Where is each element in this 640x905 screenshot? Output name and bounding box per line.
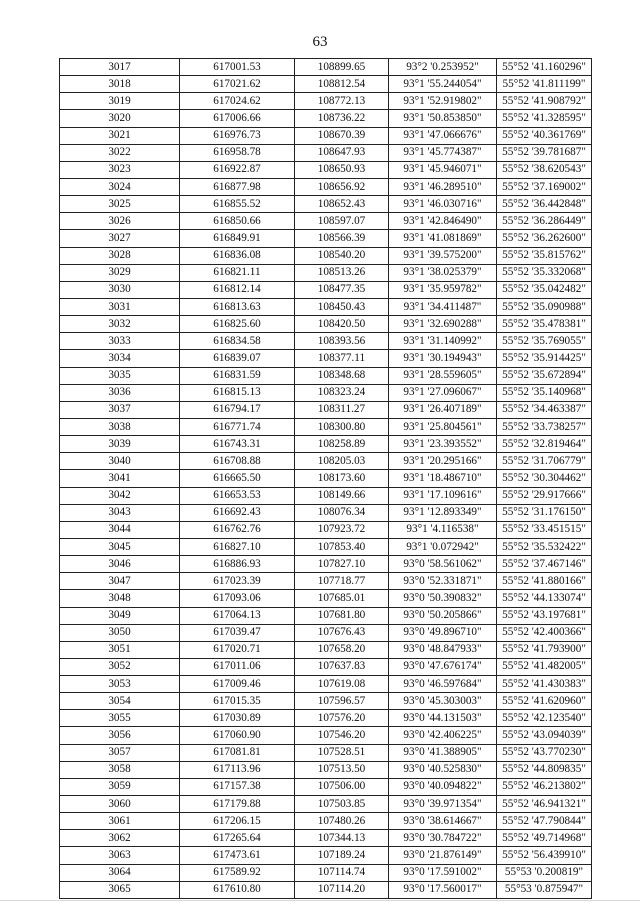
table-row [60,693,592,710]
table-row [60,487,592,504]
table-row [60,573,592,590]
point-number-cell: 3042 [60,487,180,504]
x-coordinate-cell: 617006.66 [180,110,295,127]
table-row [60,247,592,264]
longitude-cell: 93°0 '49.896710" [389,624,497,641]
x-coordinate-cell: 616850.66 [180,213,295,230]
point-number-cell: 3051 [60,641,180,658]
table-row [60,744,592,761]
latitude-cell: 55°52 '41.793900" [497,641,592,658]
point-number-cell: 3050 [60,624,180,641]
latitude-cell: 55°52 '46.213802" [497,778,592,795]
x-coordinate-cell: 617206.15 [180,813,295,830]
table-row [60,796,592,813]
longitude-cell: 93°1 '23.393552" [389,436,497,453]
y-coordinate-cell: 108772.13 [295,93,389,110]
point-number-cell: 3063 [60,847,180,864]
y-coordinate-cell: 108670.39 [295,127,389,144]
latitude-cell: 55°52 '37.169002" [497,178,592,195]
point-number-cell: 3034 [60,350,180,367]
x-coordinate-cell: 617081.81 [180,744,295,761]
longitude-cell: 93°0 '21.876149" [389,847,497,864]
x-coordinate-cell: 617610.80 [180,881,295,898]
longitude-cell: 93°1 '27.096067" [389,384,497,401]
y-coordinate-cell: 108311.27 [295,401,389,418]
y-coordinate-cell: 107596.57 [295,693,389,710]
latitude-cell: 55°52 '36.442848" [497,196,592,213]
longitude-cell: 93°1 '31.140992" [389,333,497,350]
x-coordinate-cell: 616834.58 [180,333,295,350]
table-row [60,401,592,418]
point-number-cell: 3033 [60,333,180,350]
x-coordinate-cell: 616976.73 [180,127,295,144]
y-coordinate-cell: 108377.11 [295,350,389,367]
point-number-cell: 3053 [60,676,180,693]
table-row [60,436,592,453]
latitude-cell: 55°52 '35.914425" [497,350,592,367]
table-row [60,161,592,178]
point-number-cell: 3045 [60,538,180,555]
longitude-cell: 93°1 '52.919802" [389,93,497,110]
x-coordinate-cell: 616812.14 [180,281,295,298]
longitude-cell: 93°1 '39.575200" [389,247,497,264]
table-row [60,230,592,247]
latitude-cell: 55°52 '39.781687" [497,144,592,161]
point-number-cell: 3046 [60,556,180,573]
point-number-cell: 3036 [60,384,180,401]
table-row [60,607,592,624]
x-coordinate-cell: 617020.71 [180,641,295,658]
longitude-cell: 93°1 '18.486710" [389,470,497,487]
y-coordinate-cell: 107853.40 [295,538,389,555]
x-coordinate-cell: 616762.76 [180,521,295,538]
latitude-cell: 55°52 '31.706779" [497,453,592,470]
latitude-cell: 55°53 '0.200819" [497,864,592,881]
table-row [60,59,592,76]
point-number-cell: 3039 [60,436,180,453]
y-coordinate-cell: 108597.07 [295,213,389,230]
longitude-cell: 93°0 '40.094822" [389,778,497,795]
x-coordinate-cell: 617060.90 [180,727,295,744]
point-number-cell: 3055 [60,710,180,727]
x-coordinate-cell: 616855.52 [180,196,295,213]
y-coordinate-cell: 108323.24 [295,384,389,401]
table-row [60,127,592,144]
point-number-cell: 3022 [60,144,180,161]
longitude-cell: 93°1 '47.066676" [389,127,497,144]
x-coordinate-cell: 616827.10 [180,538,295,555]
x-coordinate-cell: 616815.13 [180,384,295,401]
table-row [60,658,592,675]
longitude-cell: 93°2 '0.253952" [389,59,497,76]
table-row [60,761,592,778]
x-coordinate-cell: 616831.59 [180,367,295,384]
longitude-cell: 93°1 '28.559605" [389,367,497,384]
latitude-cell: 55°52 '35.042482" [497,281,592,298]
y-coordinate-cell: 107344.13 [295,830,389,847]
x-coordinate-cell: 617024.62 [180,93,295,110]
table-row [60,213,592,230]
latitude-cell: 55°52 '41.880166" [497,573,592,590]
table-row [60,110,592,127]
longitude-cell: 93°0 '50.205866" [389,607,497,624]
point-number-cell: 3030 [60,281,180,298]
y-coordinate-cell: 108540.20 [295,247,389,264]
y-coordinate-cell: 107576.20 [295,710,389,727]
x-coordinate-cell: 616821.11 [180,264,295,281]
point-number-cell: 3040 [60,453,180,470]
latitude-cell: 55°52 '36.262600" [497,230,592,247]
point-number-cell: 3044 [60,521,180,538]
latitude-cell: 55°52 '35.532422" [497,538,592,555]
longitude-cell: 93°0 '48.847933" [389,641,497,658]
table-row [60,830,592,847]
x-coordinate-cell: 616708.88 [180,453,295,470]
latitude-cell: 55°52 '35.090988" [497,298,592,315]
latitude-cell: 55°53 '0.875947" [497,881,592,898]
longitude-cell: 93°0 '17.560017" [389,881,497,898]
point-number-cell: 3023 [60,161,180,178]
coordinates-table [59,58,592,899]
latitude-cell: 55°52 '32.819464" [497,436,592,453]
table-row [60,470,592,487]
longitude-cell: 93°1 '41.081869" [389,230,497,247]
longitude-cell: 93°0 '30.784722" [389,830,497,847]
latitude-cell: 55°52 '35.672894" [497,367,592,384]
latitude-cell: 55°52 '42.400366" [497,624,592,641]
x-coordinate-cell: 616653.53 [180,487,295,504]
point-number-cell: 3043 [60,504,180,521]
longitude-cell: 93°1 '34.411487" [389,298,497,315]
table-row [60,453,592,470]
y-coordinate-cell: 107637.83 [295,658,389,675]
latitude-cell: 55°52 '36.286449" [497,213,592,230]
x-coordinate-cell: 616877.98 [180,178,295,195]
latitude-cell: 55°52 '33.451515" [497,521,592,538]
latitude-cell: 55°52 '29.917666" [497,487,592,504]
y-coordinate-cell: 108812.54 [295,76,389,93]
longitude-cell: 93°1 '46.289510" [389,178,497,195]
latitude-cell: 55°52 '46.941321" [497,796,592,813]
table-row [60,813,592,830]
longitude-cell: 93°1 '55.244054" [389,76,497,93]
x-coordinate-cell: 616665.50 [180,470,295,487]
x-coordinate-cell: 616794.17 [180,401,295,418]
table-row [60,676,592,693]
y-coordinate-cell: 108205.03 [295,453,389,470]
y-coordinate-cell: 108513.26 [295,264,389,281]
point-number-cell: 3041 [60,470,180,487]
longitude-cell: 93°0 '47.676174" [389,658,497,675]
longitude-cell: 93°0 '58.561062" [389,556,497,573]
longitude-cell: 93°1 '45.774387" [389,144,497,161]
x-coordinate-cell: 616839.07 [180,350,295,367]
y-coordinate-cell: 108650.93 [295,161,389,178]
latitude-cell: 55°52 '47.790844" [497,813,592,830]
longitude-cell: 93°0 '50.390832" [389,590,497,607]
y-coordinate-cell: 108149.66 [295,487,389,504]
x-coordinate-cell: 617011.06 [180,658,295,675]
latitude-cell: 55°52 '41.328595" [497,110,592,127]
y-coordinate-cell: 108899.65 [295,59,389,76]
x-coordinate-cell: 617039.47 [180,624,295,641]
scan-edge-line [0,900,640,901]
table-row [60,418,592,435]
x-coordinate-cell: 616836.08 [180,247,295,264]
table-row [60,367,592,384]
x-coordinate-cell: 617001.53 [180,59,295,76]
latitude-cell: 55°52 '35.769055" [497,333,592,350]
table-row [60,384,592,401]
longitude-cell: 93°1 '20.295166" [389,453,497,470]
latitude-cell: 55°52 '41.620960" [497,693,592,710]
y-coordinate-cell: 107189.24 [295,847,389,864]
x-coordinate-cell: 617015.35 [180,693,295,710]
latitude-cell: 55°52 '35.815762" [497,247,592,264]
longitude-cell: 93°1 '17.109616" [389,487,497,504]
longitude-cell: 93°1 '42.846490" [389,213,497,230]
point-number-cell: 3021 [60,127,180,144]
table-row [60,556,592,573]
y-coordinate-cell: 107619.08 [295,676,389,693]
x-coordinate-cell: 616743.31 [180,436,295,453]
y-coordinate-cell: 107681.80 [295,607,389,624]
latitude-cell: 55°52 '42.123540" [497,710,592,727]
y-coordinate-cell: 108566.39 [295,230,389,247]
longitude-cell: 93°0 '44.131503" [389,710,497,727]
point-number-cell: 3065 [60,881,180,898]
longitude-cell: 93°1 '38.025379" [389,264,497,281]
table-row [60,333,592,350]
longitude-cell: 93°1 '35.959782" [389,281,497,298]
longitude-cell: 93°1 '4.116538" [389,521,497,538]
longitude-cell: 93°1 '12.893349" [389,504,497,521]
table-row [60,264,592,281]
longitude-cell: 93°0 '46.597684" [389,676,497,693]
x-coordinate-cell: 616813.63 [180,298,295,315]
point-number-cell: 3018 [60,76,180,93]
longitude-cell: 93°0 '38.614667" [389,813,497,830]
latitude-cell: 55°52 '41.482005" [497,658,592,675]
latitude-cell: 55°52 '31.176150" [497,504,592,521]
latitude-cell: 55°52 '43.094039" [497,727,592,744]
latitude-cell: 55°52 '43.770230" [497,744,592,761]
y-coordinate-cell: 107827.10 [295,556,389,573]
point-number-cell: 3027 [60,230,180,247]
point-number-cell: 3056 [60,727,180,744]
y-coordinate-cell: 108076.34 [295,504,389,521]
point-number-cell: 3028 [60,247,180,264]
point-number-cell: 3064 [60,864,180,881]
y-coordinate-cell: 108393.56 [295,333,389,350]
point-number-cell: 3061 [60,813,180,830]
longitude-cell: 93°1 '25.804561" [389,418,497,435]
y-coordinate-cell: 107676.43 [295,624,389,641]
point-number-cell: 3019 [60,93,180,110]
y-coordinate-cell: 107114.74 [295,864,389,881]
point-number-cell: 3032 [60,316,180,333]
point-number-cell: 3060 [60,796,180,813]
longitude-cell: 93°0 '40.525830" [389,761,497,778]
y-coordinate-cell: 108173.60 [295,470,389,487]
x-coordinate-cell: 617064.13 [180,607,295,624]
x-coordinate-cell: 616771.74 [180,418,295,435]
x-coordinate-cell: 617473.61 [180,847,295,864]
table-row [60,881,592,898]
latitude-cell: 55°52 '44.809835" [497,761,592,778]
y-coordinate-cell: 108736.22 [295,110,389,127]
x-coordinate-cell: 617113.96 [180,761,295,778]
point-number-cell: 3017 [60,59,180,76]
coordinates-table-body [60,59,592,899]
latitude-cell: 55°52 '49.714968" [497,830,592,847]
y-coordinate-cell: 108647.93 [295,144,389,161]
x-coordinate-cell: 616958.78 [180,144,295,161]
latitude-cell: 55°52 '37.467146" [497,556,592,573]
latitude-cell: 55°52 '41.160296" [497,59,592,76]
y-coordinate-cell: 107546.20 [295,727,389,744]
point-number-cell: 3048 [60,590,180,607]
point-number-cell: 3047 [60,573,180,590]
latitude-cell: 55°52 '41.811199" [497,76,592,93]
point-number-cell: 3038 [60,418,180,435]
y-coordinate-cell: 107506.00 [295,778,389,795]
point-number-cell: 3024 [60,178,180,195]
y-coordinate-cell: 108420.50 [295,316,389,333]
x-coordinate-cell: 617093.06 [180,590,295,607]
point-number-cell: 3037 [60,401,180,418]
y-coordinate-cell: 107718.77 [295,573,389,590]
point-number-cell: 3054 [60,693,180,710]
table-row [60,521,592,538]
x-coordinate-cell: 616886.93 [180,556,295,573]
page-number: 63 [312,34,328,50]
point-number-cell: 3020 [60,110,180,127]
latitude-cell: 55°52 '35.140968" [497,384,592,401]
longitude-cell: 93°1 '32.690288" [389,316,497,333]
table-row [60,350,592,367]
y-coordinate-cell: 108656.92 [295,178,389,195]
latitude-cell: 55°52 '44.133074" [497,590,592,607]
x-coordinate-cell: 616825.60 [180,316,295,333]
point-number-cell: 3052 [60,658,180,675]
longitude-cell: 93°1 '45.946071" [389,161,497,178]
longitude-cell: 93°0 '42.406225" [389,727,497,744]
table-row [60,76,592,93]
table-row [60,727,592,744]
latitude-cell: 55°52 '30.304462" [497,470,592,487]
longitude-cell: 93°0 '45.303003" [389,693,497,710]
latitude-cell: 55°52 '33.738257" [497,418,592,435]
x-coordinate-cell: 617265.64 [180,830,295,847]
y-coordinate-cell: 108258.89 [295,436,389,453]
latitude-cell: 55°52 '35.478381" [497,316,592,333]
table-row [60,641,592,658]
table-row [60,778,592,795]
latitude-cell: 55°52 '34.463387" [497,401,592,418]
longitude-cell: 93°0 '39.971354" [389,796,497,813]
table-row [60,144,592,161]
longitude-cell: 93°0 '52.331871" [389,573,497,590]
y-coordinate-cell: 108652.43 [295,196,389,213]
point-number-cell: 3058 [60,761,180,778]
point-number-cell: 3029 [60,264,180,281]
y-coordinate-cell: 107480.26 [295,813,389,830]
longitude-cell: 93°0 '41.388905" [389,744,497,761]
table-row [60,864,592,881]
longitude-cell: 93°1 '0.072942" [389,538,497,555]
x-coordinate-cell: 617009.46 [180,676,295,693]
y-coordinate-cell: 108348.68 [295,367,389,384]
longitude-cell: 93°0 '17.591002" [389,864,497,881]
y-coordinate-cell: 107658.20 [295,641,389,658]
x-coordinate-cell: 616692.43 [180,504,295,521]
y-coordinate-cell: 107923.72 [295,521,389,538]
table-row [60,504,592,521]
x-coordinate-cell: 617030.89 [180,710,295,727]
longitude-cell: 93°1 '50.853850" [389,110,497,127]
longitude-cell: 93°1 '46.030716" [389,196,497,213]
point-number-cell: 3031 [60,298,180,315]
table-row [60,196,592,213]
point-number-cell: 3026 [60,213,180,230]
point-number-cell: 3059 [60,778,180,795]
x-coordinate-cell: 617589.92 [180,864,295,881]
y-coordinate-cell: 107685.01 [295,590,389,607]
x-coordinate-cell: 617021.62 [180,76,295,93]
point-number-cell: 3057 [60,744,180,761]
longitude-cell: 93°1 '30.194943" [389,350,497,367]
point-number-cell: 3062 [60,830,180,847]
y-coordinate-cell: 107114.20 [295,881,389,898]
latitude-cell: 55°52 '38.620543" [497,161,592,178]
y-coordinate-cell: 108450.43 [295,298,389,315]
table-row [60,590,592,607]
point-number-cell: 3049 [60,607,180,624]
y-coordinate-cell: 107503.85 [295,796,389,813]
latitude-cell: 55°52 '40.361769" [497,127,592,144]
latitude-cell: 55°52 '41.430383" [497,676,592,693]
longitude-cell: 93°1 '26.407189" [389,401,497,418]
latitude-cell: 55°52 '56.439910" [497,847,592,864]
latitude-cell: 55°52 '43.197681" [497,607,592,624]
table-row [60,93,592,110]
table-row [60,710,592,727]
y-coordinate-cell: 108300.80 [295,418,389,435]
table-row [60,298,592,315]
latitude-cell: 55°52 '41.908792" [497,93,592,110]
table-row [60,538,592,555]
y-coordinate-cell: 107513.50 [295,761,389,778]
table-row [60,316,592,333]
x-coordinate-cell: 616849.91 [180,230,295,247]
y-coordinate-cell: 108477.35 [295,281,389,298]
y-coordinate-cell: 107528.51 [295,744,389,761]
latitude-cell: 55°52 '35.332068" [497,264,592,281]
x-coordinate-cell: 616922.87 [180,161,295,178]
point-number-cell: 3035 [60,367,180,384]
table-row [60,281,592,298]
table-row [60,624,592,641]
point-number-cell: 3025 [60,196,180,213]
x-coordinate-cell: 617179.88 [180,796,295,813]
x-coordinate-cell: 617023.39 [180,573,295,590]
table-row [60,178,592,195]
table-row [60,847,592,864]
x-coordinate-cell: 617157.38 [180,778,295,795]
